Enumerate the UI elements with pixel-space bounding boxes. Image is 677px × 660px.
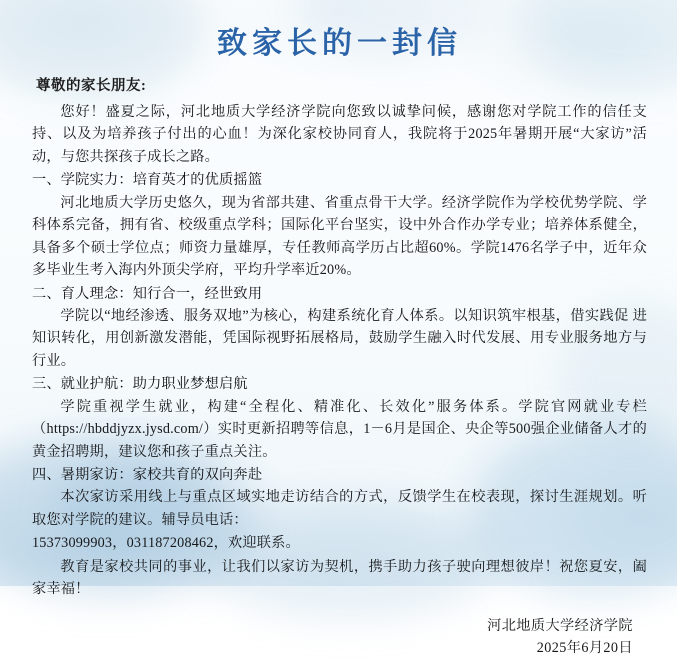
paragraph-strength: 河北地质大学历史悠久，现为省部共建、省重点骨干大学。经济学院作为学校优势学院、学科体系完备，拥有省、校级重点学科；国际化平台坚实，设中外合作办学专业；培养体系健全，具备多个硕士学位点；师资力量雄厚，专任教师高学历占比超60%。学院1476名学子中，近年众多毕业生考入海内外顶尖学府，平均升学率近20%。	[32, 194, 647, 279]
signature-date: 2025年6月20日	[536, 640, 633, 657]
paragraph-home-visit: 本次家访采用线上与重点区域实地走访结合的方式，反馈学生在校表现，探讨生涯规划。听取您对学院的建议。辅导员电话：	[32, 489, 647, 528]
paragraph-intro: 您好！盛夏之际，河北地质大学经济学院向您致以诚挚问候，感谢您对学院工作的信任支持、以及为培养孩子付出的心血！为深化家校协同育人，我院将于2025年暑期开展“大家访”活动，与您共探孩子成长之路。	[32, 104, 647, 165]
section-heading-employment: 三、就业护航：助力职业梦想启航	[32, 376, 248, 393]
paragraph-contact-numbers: 15373099903，031187208462，欢迎联系。	[32, 535, 300, 552]
salutation: 尊敬的家长朋友:	[36, 78, 147, 94]
page-title: 致家长的一封信	[217, 27, 462, 60]
paragraph-closing: 教育是家校共同的事业，让我们以家访为契机，携手助力孩子驶向理想彼岸！祝您夏安，阖家幸福！	[32, 558, 647, 598]
paragraph-employment: 学院重视学生就业，构建“全程化、精准化、长效化”服务体系。学院官网就业专栏（https://hbddjyzx.jysd.com/）实时更新招聘等信息，1－6月是国企、央企等500强企业储备人才的黄金招聘期，建议您和孩子重点关注。	[32, 398, 647, 460]
section-heading-strength: 一、学院实力：培育英才的优质摇篮	[32, 172, 263, 189]
paragraph-philosophy: 学院以“地经渗透、服务双地”为核心，构建系统化育人体系。以知识筑牢根基，借实践促 进知识转化，用创新激发潜能，凭国际视野拓展格局，鼓励学生融入时代发展、用专业服务地方与行业。	[32, 307, 647, 369]
signature-organization: 河北地质大学经济学院	[487, 617, 633, 634]
signature-block	[32, 615, 647, 660]
section-heading-philosophy: 二、育人理念：知行合一，经世致用	[32, 285, 263, 302]
section-heading-home-visit: 四、暑期家访：家校共育的双向奔赴	[32, 467, 263, 483]
